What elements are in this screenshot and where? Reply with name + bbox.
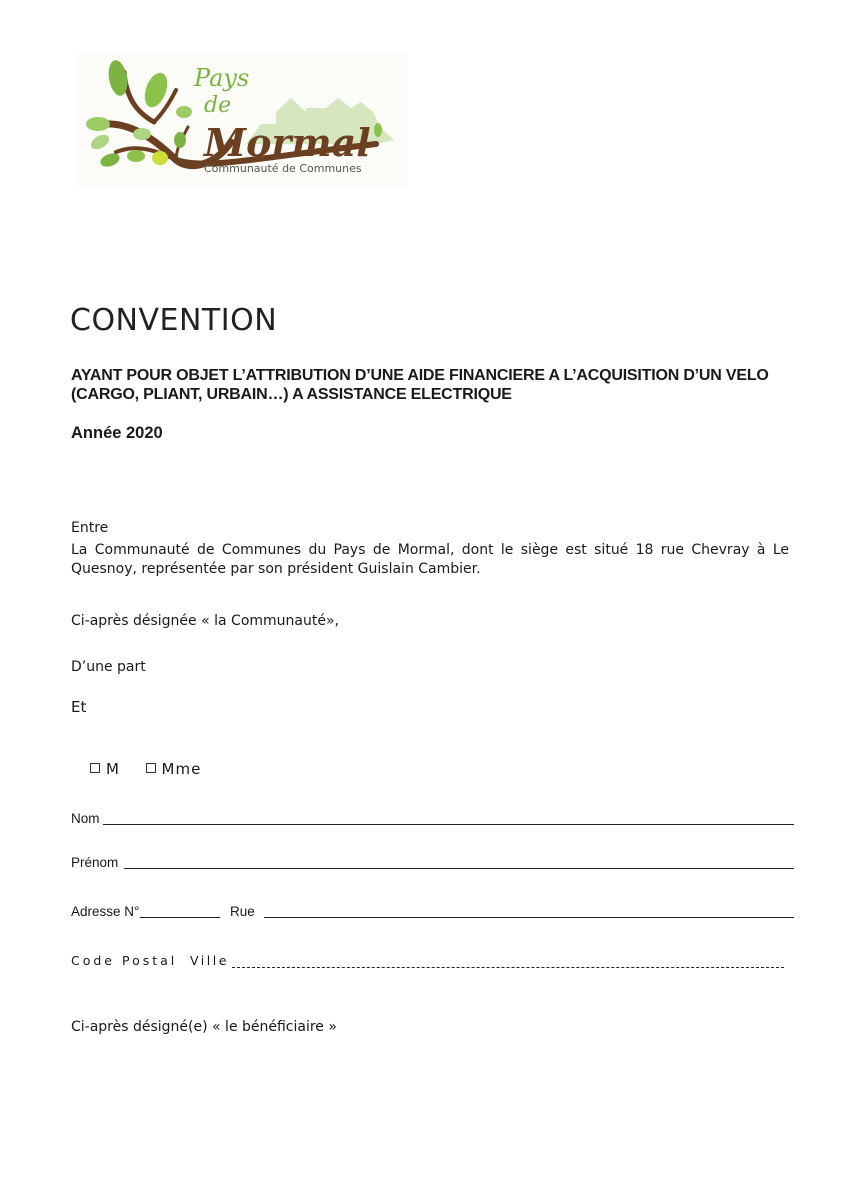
city-field[interactable] xyxy=(232,967,784,968)
beneficiary-designation: Ci-après désigné(e) « le bénéficiaire » xyxy=(71,1019,337,1035)
document-subject: AYANT POUR OBJET L’ATTRIBUTION D’UNE AIDE FINANCIERE A L’ACQUISITION D’UN VELO (CARGO, PLIANT, URBAIN…) A ASSISTANCE ELECTRIQUE xyxy=(71,367,769,403)
street-field[interactable] xyxy=(264,917,794,918)
nom-field[interactable] xyxy=(103,824,794,825)
address-number-field[interactable] xyxy=(140,917,220,918)
logo-word-pays: Pays xyxy=(194,64,250,92)
document-year: Année 2020 xyxy=(71,424,163,442)
logo-word-mormal: Mormal xyxy=(204,120,371,165)
and-label: Et xyxy=(71,698,87,716)
city-label: Ville xyxy=(190,953,229,968)
prenom-field[interactable] xyxy=(124,868,794,869)
tree-logo-graphic xyxy=(76,52,408,186)
checkbox-m[interactable] xyxy=(90,763,100,773)
logo-word-de: de xyxy=(204,93,232,118)
party-one-description: La Communauté de Communes du Pays de Mormal, dont le siège est situé 18 rue Chevray à Le Quesnoy, représentée par son président Guislain Cambier. xyxy=(71,542,789,577)
prenom-label: Prénom xyxy=(71,855,119,870)
party-one-designation: Ci-après désignée « la Communauté», xyxy=(71,613,339,629)
document-title: CONVENTION xyxy=(70,303,278,338)
nom-label: Nom xyxy=(71,811,100,826)
street-label: Rue xyxy=(230,904,255,919)
civility-m-label: M xyxy=(106,760,120,778)
logo xyxy=(76,52,408,186)
logo-tagline: Communauté de Communes xyxy=(204,162,362,175)
civility-options xyxy=(90,760,201,778)
postal-code-label: Code Postal xyxy=(71,953,178,968)
on-one-hand-label: D’une part xyxy=(71,659,146,675)
between-label: Entre xyxy=(71,520,109,536)
address-number-label: Adresse N° xyxy=(71,904,140,919)
checkbox-mme[interactable] xyxy=(146,763,156,773)
civility-mme-label: Mme xyxy=(161,760,202,778)
